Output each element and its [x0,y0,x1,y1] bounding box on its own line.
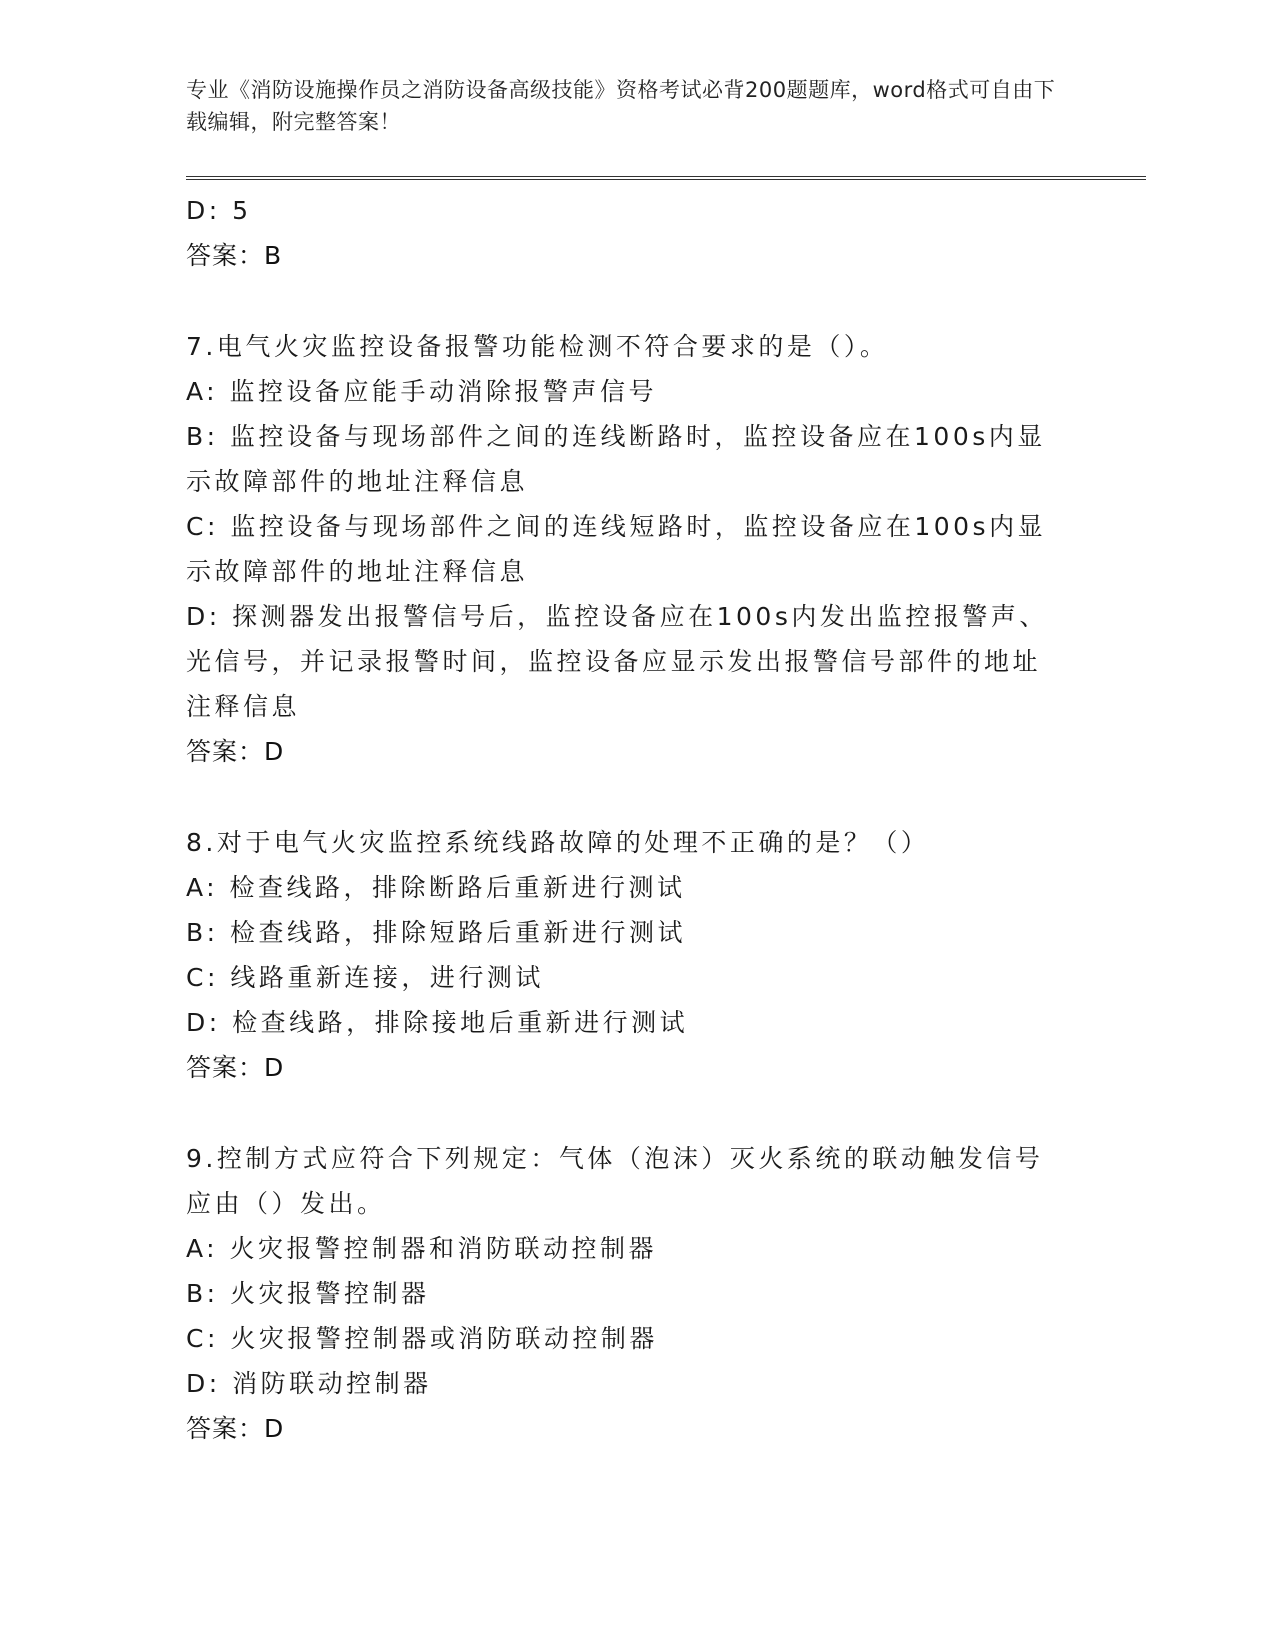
question-8 [186,820,1066,1090]
previous-question-tail [186,188,1066,278]
question-stem: 7.电气火灾监控设备报警功能检测不符合要求的是（）。 [186,332,889,361]
answer-line: 答案：D [186,737,285,766]
option-c: C: 线路重新连接，进行测试 [186,963,544,992]
option-d: D: 消防联动控制器 [186,1369,432,1398]
option-a: A: 火灾报警控制器和消防联动控制器 [186,1234,658,1263]
option-d: D: 5 [186,196,252,225]
answer-line: 答案：D [186,1053,285,1082]
document-body [186,188,1066,1451]
option-b: B: 火灾报警控制器 [186,1279,430,1308]
question-stem: 8.对于电气火灾监控系统线路故障的处理不正确的是？（） [186,828,930,857]
option-c: C: 火灾报警控制器或消防联动控制器 [186,1324,658,1353]
option-d: D: 检查线路，排除接地后重新进行测试 [186,1008,689,1037]
answer-line: 答案：B [186,241,283,270]
option-c: C: 监控设备与现场部件之间的连线短路时，监控设备应在100s内显示故障部件的地址注释信息 [186,512,1047,586]
page-header: 专业《消防设施操作员之消防设备高级技能》资格考试必背200题题库，word格式可自由下载编辑，附完整答案！ [186,78,1056,134]
option-a: A: 检查线路，排除断路后重新进行测试 [186,873,686,902]
header-divider [186,176,1146,180]
question-7 [186,324,1066,774]
answer-line: 答案：D [186,1414,285,1443]
option-d: D: 探测器发出报警信号后，监控设备应在100s内发出监控报警声、光信号，并记录报警时间，监控设备应显示发出报警信号部件的地址注释信息 [186,602,1048,721]
option-b: B: 检查线路，排除短路后重新进行测试 [186,918,687,947]
question-9 [186,1136,1066,1451]
question-stem: 9.控制方式应符合下列规定：气体（泡沫）灭火系统的联动触发信号应由（）发出。 [186,1144,1044,1218]
option-b: B: 监控设备与现场部件之间的连线断路时，监控设备应在100s内显示故障部件的地址注释信息 [186,422,1046,496]
option-a: A: 监控设备应能手动消除报警声信号 [186,377,658,406]
